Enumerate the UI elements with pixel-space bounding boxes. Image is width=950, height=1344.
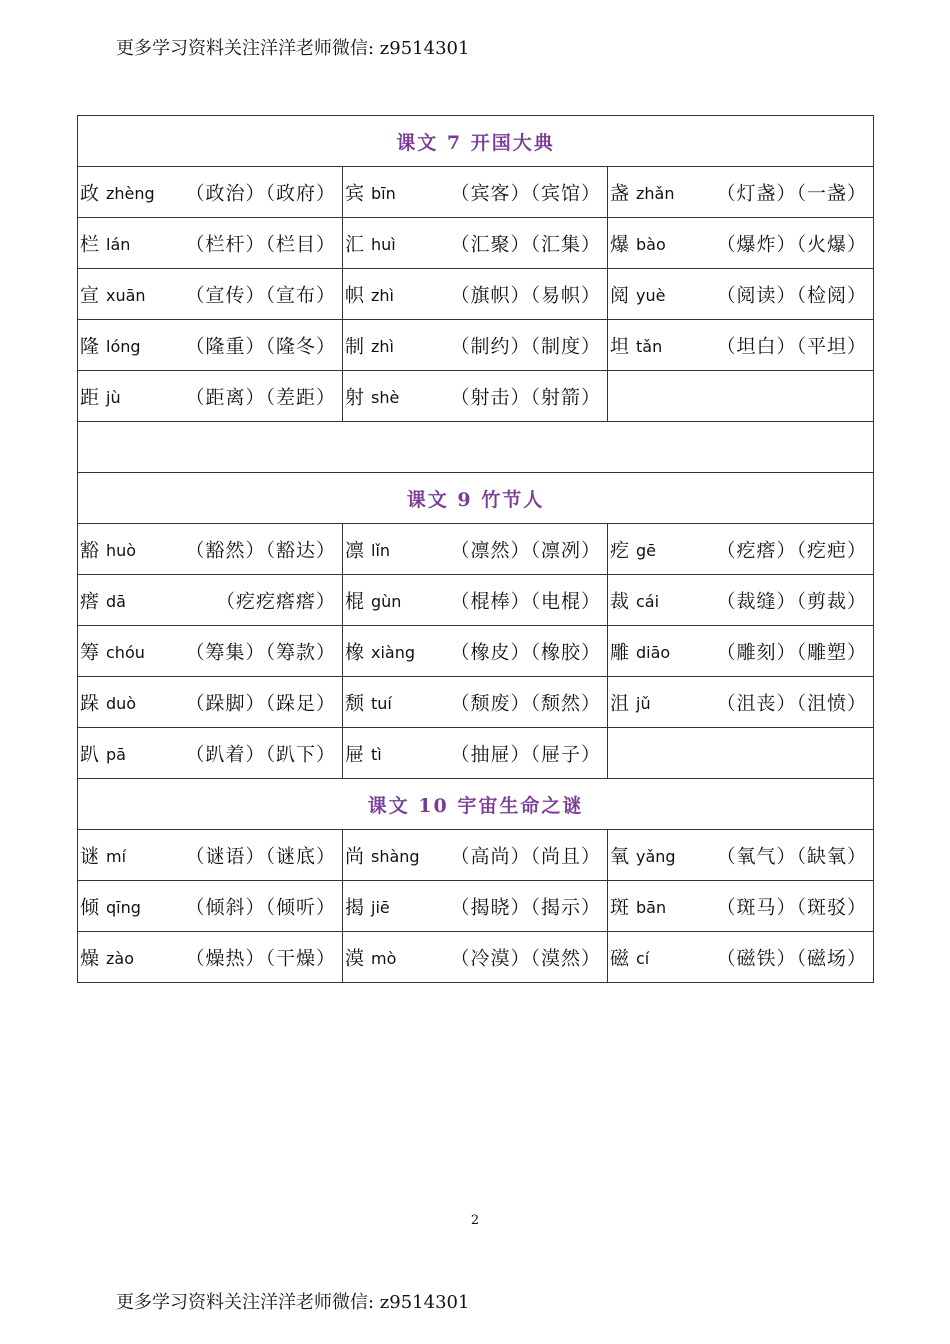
vocab-cell	[78, 320, 343, 371]
vocab-pinyin: bīn	[371, 184, 396, 204]
vocab-words: （汇聚）（汇集）	[450, 233, 601, 256]
vocab-character: 豁	[80, 539, 100, 562]
vocab-character: 屉	[345, 743, 365, 766]
vocab-cell	[608, 524, 874, 575]
vocab-words: （旗帜）（易帜）	[450, 284, 601, 307]
vocab-pinyin: cái	[636, 592, 660, 612]
vocab-cell	[78, 677, 343, 728]
vocab-character: 橡	[345, 641, 365, 664]
vocab-pinyin: pā	[106, 745, 126, 765]
vocab-character: 隆	[80, 335, 100, 358]
vocab-cell	[78, 371, 343, 422]
lesson-title: 课文 9 竹节人	[78, 473, 874, 524]
vocab-row	[78, 167, 874, 218]
vocab-cell	[608, 320, 874, 371]
vocab-character: 宣	[80, 284, 100, 307]
lesson-title-row	[78, 473, 874, 524]
vocab-character: 谜	[80, 845, 100, 868]
vocab-row	[78, 218, 874, 269]
vocab-character: 帜	[345, 284, 365, 307]
vocab-pinyin: shàng	[371, 847, 420, 867]
vocab-character: 裁	[610, 590, 630, 613]
vocab-pinyin: tuí	[371, 694, 392, 714]
blank-area	[78, 422, 874, 473]
vocab-cell	[78, 626, 343, 677]
vocab-words: （棍棒）（电棍）	[450, 590, 601, 613]
vocab-character: 制	[345, 335, 365, 358]
vocab-row	[78, 626, 874, 677]
vocab-pinyin: huò	[106, 541, 137, 561]
vocab-pinyin: diāo	[636, 643, 671, 663]
vocab-character: 棍	[345, 590, 365, 613]
page-number: 2	[470, 1213, 480, 1228]
vocab-words: （爆炸）（火爆）	[716, 233, 868, 256]
vocab-row	[78, 320, 874, 371]
vocab-row	[78, 881, 874, 932]
vocab-words: （高尚）（尚且）	[450, 845, 601, 868]
vocab-cell	[608, 218, 874, 269]
vocab-pinyin: jù	[106, 388, 121, 408]
vocab-cell	[343, 932, 608, 983]
vocab-character: 尚	[345, 845, 365, 868]
vocab-words: （氧气）（缺氧）	[716, 845, 868, 868]
vocab-cell	[608, 677, 874, 728]
vocab-cell	[343, 677, 608, 728]
vocab-pinyin: gùn	[371, 592, 402, 612]
vocab-pinyin: jǔ	[636, 694, 651, 714]
vocab-row	[78, 371, 874, 422]
vocab-cell	[343, 626, 608, 677]
vocab-cell	[343, 218, 608, 269]
vocab-cell	[343, 728, 608, 779]
vocab-pinyin: cí	[636, 949, 650, 969]
vocab-pinyin: chóu	[106, 643, 145, 663]
vocab-pinyin: zhèng	[106, 184, 155, 204]
vocabulary-table	[77, 115, 874, 983]
vocab-cell	[608, 269, 874, 320]
vocab-cell	[78, 524, 343, 575]
vocab-character: 斑	[610, 896, 630, 919]
vocab-character: 漠	[345, 947, 365, 970]
vocab-words: （筹集）（筹款）	[185, 641, 336, 664]
vocab-cell	[343, 269, 608, 320]
empty-cell	[608, 728, 874, 779]
vocab-pinyin: lǐn	[371, 541, 391, 561]
vocab-words: （冷漠）（漠然）	[450, 947, 601, 970]
blank-row	[78, 422, 874, 473]
vocab-character: 筹	[80, 641, 100, 664]
vocab-cell	[343, 881, 608, 932]
vocab-cell	[343, 320, 608, 371]
vocab-pinyin: zhì	[371, 286, 394, 306]
vocab-character: 沮	[610, 692, 630, 715]
vocab-words: （趴着）（趴下）	[185, 743, 336, 766]
vocab-pinyin: mò	[371, 949, 397, 969]
vocab-pinyin: shè	[371, 388, 400, 408]
vocab-cell	[608, 830, 874, 881]
vocab-cell	[78, 728, 343, 779]
vocab-cell	[78, 932, 343, 983]
vocab-character: 射	[345, 386, 365, 409]
vocab-pinyin: jiē	[371, 898, 390, 918]
vocab-words: （宣传）（宣布）	[185, 284, 336, 307]
vocab-pinyin: qīng	[106, 898, 141, 918]
vocab-words: （斑马）（斑驳）	[716, 896, 868, 919]
vocab-cell	[78, 830, 343, 881]
vocab-words: （隆重）（隆冬）	[185, 335, 336, 358]
vocab-words: （政治）（政府）	[185, 182, 336, 205]
vocab-character: 疙	[610, 539, 630, 562]
vocab-character: 距	[80, 386, 100, 409]
vocab-pinyin: lán	[106, 235, 131, 255]
vocab-pinyin: bào	[636, 235, 666, 255]
vocab-pinyin: duò	[106, 694, 137, 714]
vocab-character: 揭	[345, 896, 365, 919]
vocab-cell	[343, 575, 608, 626]
vocab-character: 汇	[345, 233, 365, 256]
vocab-row	[78, 830, 874, 881]
vocab-words: （雕刻）（雕塑）	[716, 641, 868, 664]
lesson-title-row	[78, 116, 874, 167]
vocab-cell	[608, 881, 874, 932]
lesson-title: 课文 7 开国大典	[78, 116, 874, 167]
vocab-cell	[343, 371, 608, 422]
vocabulary-table-body	[78, 116, 874, 983]
vocab-words: （沮丧）（沮愤）	[716, 692, 868, 715]
vocab-pinyin: xuān	[106, 286, 146, 306]
vocab-character: 瘩	[80, 590, 100, 613]
vocab-character: 凛	[345, 539, 365, 562]
vocab-cell	[343, 830, 608, 881]
vocab-words: （距离）（差距）	[185, 386, 336, 409]
vocab-character: 宾	[345, 182, 365, 205]
vocab-character: 燥	[80, 947, 100, 970]
vocab-cell	[78, 218, 343, 269]
footer-note: 更多学习资料关注洋洋老师微信: z9514301	[116, 1292, 470, 1313]
vocab-pinyin: gē	[636, 541, 656, 561]
vocab-words: （制约）（制度）	[450, 335, 601, 358]
vocab-cell	[343, 524, 608, 575]
vocab-pinyin: zhǎn	[636, 184, 675, 204]
vocab-words: （疙瘩）（疙疤）	[716, 539, 868, 562]
vocab-words: （宾客）（宾馆）	[450, 182, 601, 205]
lesson-title: 课文 10 宇宙生命之谜	[78, 779, 874, 830]
vocab-words: （阅读）（检阅）	[716, 284, 868, 307]
vocab-character: 坦	[610, 335, 630, 358]
vocab-words: （裁缝）（剪裁）	[716, 590, 868, 613]
vocab-words: （揭晓）（揭示）	[450, 896, 601, 919]
vocab-cell	[343, 167, 608, 218]
vocab-words: （磁铁）（磁场）	[716, 947, 868, 970]
vocab-cell	[78, 269, 343, 320]
vocab-pinyin: dā	[106, 592, 126, 612]
vocab-row	[78, 932, 874, 983]
vocab-pinyin: yǎng	[636, 847, 676, 867]
vocab-cell	[608, 167, 874, 218]
vocab-character: 跺	[80, 692, 100, 715]
vocab-cell	[78, 575, 343, 626]
vocab-character: 磁	[610, 947, 630, 970]
vocab-pinyin: mí	[106, 847, 127, 867]
vocab-words: （栏杆）（栏目）	[185, 233, 336, 256]
vocab-character: 颓	[345, 692, 365, 715]
vocab-cell	[78, 881, 343, 932]
header-note: 更多学习资料关注洋洋老师微信: z9514301	[116, 38, 470, 59]
vocab-row	[78, 677, 874, 728]
vocab-words: （坦白）（平坦）	[716, 335, 868, 358]
vocab-words: （射击）（射箭）	[450, 386, 601, 409]
vocab-character: 氧	[610, 845, 630, 868]
vocab-pinyin: zào	[106, 949, 134, 969]
vocab-row	[78, 524, 874, 575]
vocab-cell	[608, 932, 874, 983]
vocab-pinyin: yuè	[636, 286, 666, 306]
vocab-pinyin: tì	[371, 745, 382, 765]
vocab-pinyin: tǎn	[636, 337, 663, 357]
vocab-row	[78, 269, 874, 320]
vocab-cell	[608, 626, 874, 677]
vocab-words: （跺脚）（跺足）	[185, 692, 336, 715]
vocab-words: （灯盏）（一盏）	[716, 182, 868, 205]
vocab-character: 爆	[610, 233, 630, 256]
vocab-character: 阅	[610, 284, 630, 307]
vocab-pinyin: xiàng	[371, 643, 416, 663]
vocab-row	[78, 575, 874, 626]
vocab-words: （倾斜）（倾听）	[185, 896, 336, 919]
vocab-words: （疙疙瘩瘩）	[215, 590, 336, 613]
vocab-character: 栏	[80, 233, 100, 256]
vocab-character: 盏	[610, 182, 630, 205]
vocab-words: （燥热）（干燥）	[185, 947, 336, 970]
vocab-character: 雕	[610, 641, 630, 664]
vocab-words: （谜语）（谜底）	[185, 845, 336, 868]
vocab-cell	[608, 575, 874, 626]
vocab-words: （抽屉）（屉子）	[450, 743, 601, 766]
vocab-pinyin: bān	[636, 898, 667, 918]
vocab-character: 趴	[80, 743, 100, 766]
vocab-character: 倾	[80, 896, 100, 919]
vocab-words: （凛然）（凛冽）	[450, 539, 601, 562]
vocab-pinyin: zhì	[371, 337, 394, 357]
vocab-pinyin: lóng	[106, 337, 141, 357]
vocab-words: （橡皮）（橡胶）	[450, 641, 601, 664]
vocab-words: （颓废）（颓然）	[450, 692, 601, 715]
vocab-words: （豁然）（豁达）	[185, 539, 336, 562]
vocab-row	[78, 728, 874, 779]
lesson-title-row	[78, 779, 874, 830]
vocab-character: 政	[80, 182, 100, 205]
vocab-pinyin: huì	[371, 235, 396, 255]
vocab-cell	[78, 167, 343, 218]
empty-cell	[608, 371, 874, 422]
